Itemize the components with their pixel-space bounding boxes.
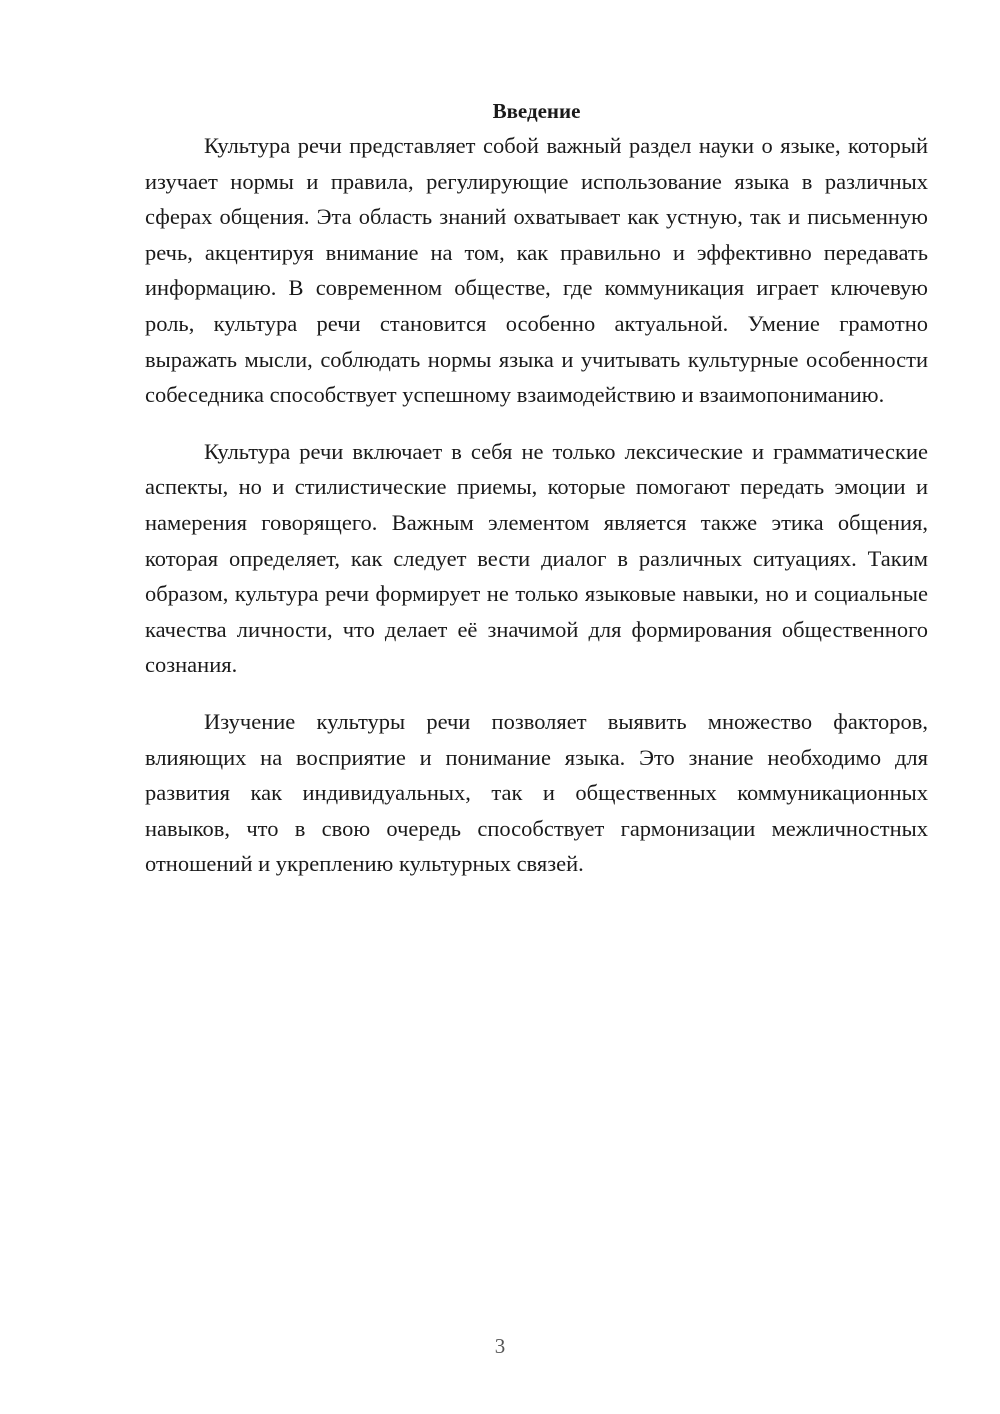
- paragraph-1: Культура речи представляет собой важный раздел науки о языке, который изучает нормы и правила, регулирующие использование языка в различных сферах общения. Эта область знаний охватывает как устную, так и письменную речь, акцентируя внимание на том, как правильно и эффективно передавать информацию. В современном обществе, где коммуникация играет ключевую роль, культура речи становится особенно актуальной. Умение грамотно выражать мысли, соблюдать нормы языка и учитывать культурные особенности собеседника способствует успешному взаимодействию и взаимопониманию.: [145, 133, 928, 408]
- page-title: Введение: [492, 99, 581, 123]
- page-number: 3: [494, 1334, 506, 1358]
- paragraph-2: Культура речи включает в себя не только лексические и грамматические аспекты, но и стилистические приемы, которые помогают передать эмоции и намерения говорящего. Важным элементом является также этика общения, которая определяет, как следует вести диалог в различных ситуациях. Таким образом, культура речи формирует не только языковые навыки, но и социальные качества личности, что делает её значимой для формирования общественного сознания.: [145, 438, 928, 678]
- paragraph-3: Изучение культуры речи позволяет выявить множество факторов, влияющих на восприятие и понимание языка. Это знание необходимо для развития как индивидуальных, так и общественных коммуникационных навыков, что в свою очередь способствует гармонизации межличностных отношений и укреплению культурных связей.: [145, 708, 928, 877]
- document-body: [145, 96, 928, 903]
